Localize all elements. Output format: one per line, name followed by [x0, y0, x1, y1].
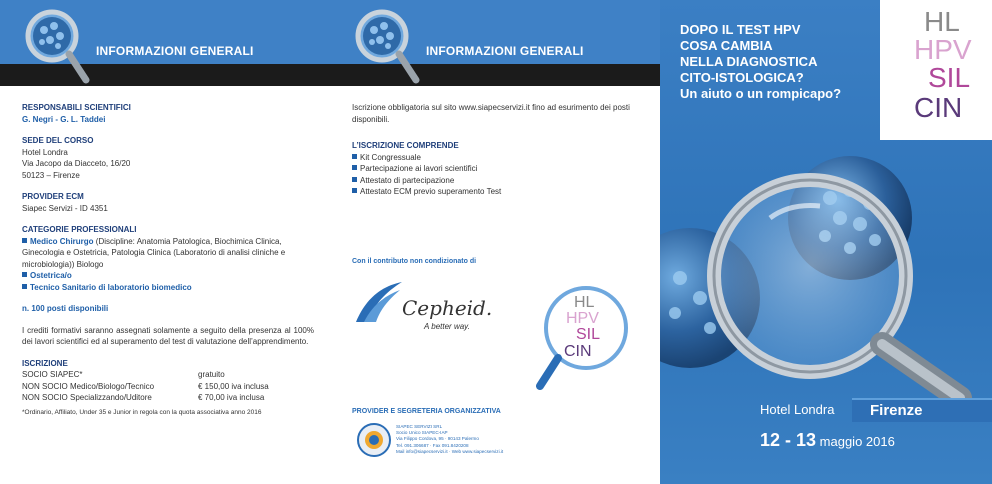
provider-info [396, 424, 503, 455]
responsabili-block [22, 102, 314, 125]
provider-info-line: Socio Unico SIAPEC-IAP [396, 430, 448, 436]
panel-general-info-right [330, 0, 660, 484]
magnifier-icon [352, 6, 420, 84]
bullet-square-icon [22, 272, 27, 277]
cover-panel [660, 0, 992, 484]
iscrizione-value: € 70,00 iva inclusa [198, 393, 265, 402]
hpv-magnifier-logo [534, 282, 644, 394]
iscrizione-label: NON SOCIO Specializzando/Uditore [22, 393, 152, 402]
iscrizione-value: gratuito [198, 370, 225, 379]
sponsor-tagline: A better way. [424, 322, 470, 331]
provider-line: Siapec Servizi - ID 4351 [22, 203, 108, 213]
bullet-square-icon [22, 284, 27, 289]
categorie-item-title: Medico Chirurgo [30, 236, 94, 246]
provider-info-line: Via Filippo Cordova, 95 · 90143 Palermo [396, 436, 479, 442]
comprende-item-label: Partecipazione ai lavori scientifici [360, 164, 478, 173]
provider-heading: PROVIDER ECM [22, 192, 84, 201]
cover-subtitle: Un aiuto o un rompicapo? [680, 86, 842, 101]
comprende-item [352, 152, 642, 164]
categorie-item [22, 282, 314, 294]
categorie-item [22, 236, 314, 271]
categorie-item-text: (Discipline: Anatomia Patologica, Biochimica Clinica, Ginecologia e Ostetricia, Patologia Clinica (Laboratorio di analisi cliniche e microbiologia)) Biologo [22, 236, 286, 269]
comprende-heading: L’ISCRIZIONE COMPRENDE [352, 141, 459, 150]
logo-cin-text: CIN [564, 343, 592, 360]
categorie-heading: CATEGORIE PROFESSIONALI [22, 225, 137, 234]
iscrizione-row [22, 392, 314, 404]
posti-disponibili: n. 100 posti disponibili [22, 304, 109, 313]
iscrizione-value: € 150,00 iva inclusa [198, 381, 269, 391]
cepheid-swoosh-icon [352, 278, 404, 326]
logo-hl-text: HL [924, 6, 960, 37]
contributo-text: Con il contributo non condizionato di [352, 258, 477, 265]
bullet-square-icon [352, 188, 357, 193]
iscrizione-row [22, 369, 314, 381]
iscrizione-label: NON SOCIO Medico/Biologo/Tecnico [22, 381, 155, 391]
bullet-square-icon [352, 165, 357, 170]
provider-heading: PROVIDER E SEGRETERIA ORGANIZZATIVA [352, 408, 501, 415]
event-dates-month: maggio 2016 [816, 434, 895, 449]
cover-title-line: COSA CAMBIA [680, 38, 773, 53]
iscrizione-heading: ISCRIZIONE [22, 358, 68, 368]
bullet-square-icon [352, 177, 357, 182]
comprende-item-label: Kit Congressuale [360, 152, 421, 162]
sede-heading: SEDE DEL CORSO [22, 136, 94, 145]
comprende-item [352, 186, 642, 198]
comprende-item-label: Attestato di partecipazione [360, 175, 455, 185]
logo-hpv-text: HPV [566, 310, 599, 327]
hpv-logo [880, 0, 992, 140]
event-dates-days: 12 - 13 [760, 430, 817, 450]
crediti-text: I crediti formativi saranno assegnati solamente a seguito della presenza al 100% dei lavori scientifici ed al superamento del test di valutazione dell’apprendimento. [22, 325, 314, 346]
comprende-block [352, 140, 642, 198]
cover-title-line: NELLA DIAGNOSTICA [680, 54, 818, 69]
cover-title [680, 22, 880, 102]
sede-line: Via Jacopo da Diacceto, 16/20 [22, 159, 131, 168]
provider-info-line: Mail info@siapecservizi.it · Web www.siapecservizi.it [396, 448, 504, 454]
sponsor-name: Cepheid. [402, 296, 493, 320]
venue-city-box [852, 398, 992, 422]
cover-title-line: DOPO IL TEST HPV [680, 22, 801, 37]
iscrizione-note: *Ordinario, Affiliato, Under 35 e Junior in regola con la quota associativa anno 2016 [22, 408, 262, 416]
bullet-square-icon [352, 154, 357, 159]
general-info-body [22, 102, 314, 418]
iscrizione-row [22, 381, 314, 393]
categorie-item-title: Tecnico Sanitario di laboratorio biomedico [30, 282, 192, 292]
logo-hl-text: HL [574, 294, 595, 311]
categorie-item-title: Ostetrica/o [30, 271, 72, 280]
siapec-logo-icon [356, 422, 392, 458]
categorie-block [22, 224, 314, 293]
iscrizione-block [22, 358, 314, 419]
responsabili-heading: RESPONSABILI SCIENTIFICI [22, 103, 131, 112]
sponsor-logo [352, 278, 502, 340]
comprende-item [352, 163, 642, 175]
header-title: INFORMAZIONI GENERALI [426, 44, 584, 58]
logo-sil-text: SIL [576, 326, 601, 343]
venue-city: Firenze [870, 402, 923, 419]
comprende-item [352, 175, 642, 187]
logo-sil-text: SIL [928, 62, 971, 93]
categorie-item [22, 270, 314, 282]
virus-magnifier-image [660, 148, 992, 408]
sede-block [22, 135, 314, 181]
panel-general-info-left [0, 0, 330, 484]
event-dates [760, 430, 895, 451]
logo-hpv-text: HPV [914, 34, 972, 65]
cover-title-line: CITO-ISTOLOGICA? [680, 70, 804, 85]
iscrizione-label: SOCIO SIAPEC* [22, 370, 83, 379]
venue-hotel: Hotel Londra [760, 402, 835, 417]
header-title: INFORMAZIONI GENERALI [96, 44, 254, 58]
sede-line: 50123 – Firenze [22, 170, 80, 180]
magnifier-icon [22, 6, 90, 84]
provider-info-line: SIAPEC SERVIZI SRL [396, 424, 443, 429]
sede-line: Hotel Londra [22, 147, 68, 157]
iscrizione-obbligatoria: Iscrizione obbligatoria sul sito www.siapecservizi.it fino ad esurimento dei posti disponibili. [352, 103, 630, 124]
comprende-item-label: Attestato ECM previo superamento Test [360, 187, 502, 196]
provider-block [22, 191, 314, 214]
provider-info-line: Tel. 091.306687 · Fax 091.8420208 [396, 442, 469, 448]
responsabili-names: G. Negri - G. L. Taddei [22, 114, 106, 124]
logo-cin-text: CIN [914, 92, 963, 123]
bullet-square-icon [22, 238, 27, 243]
